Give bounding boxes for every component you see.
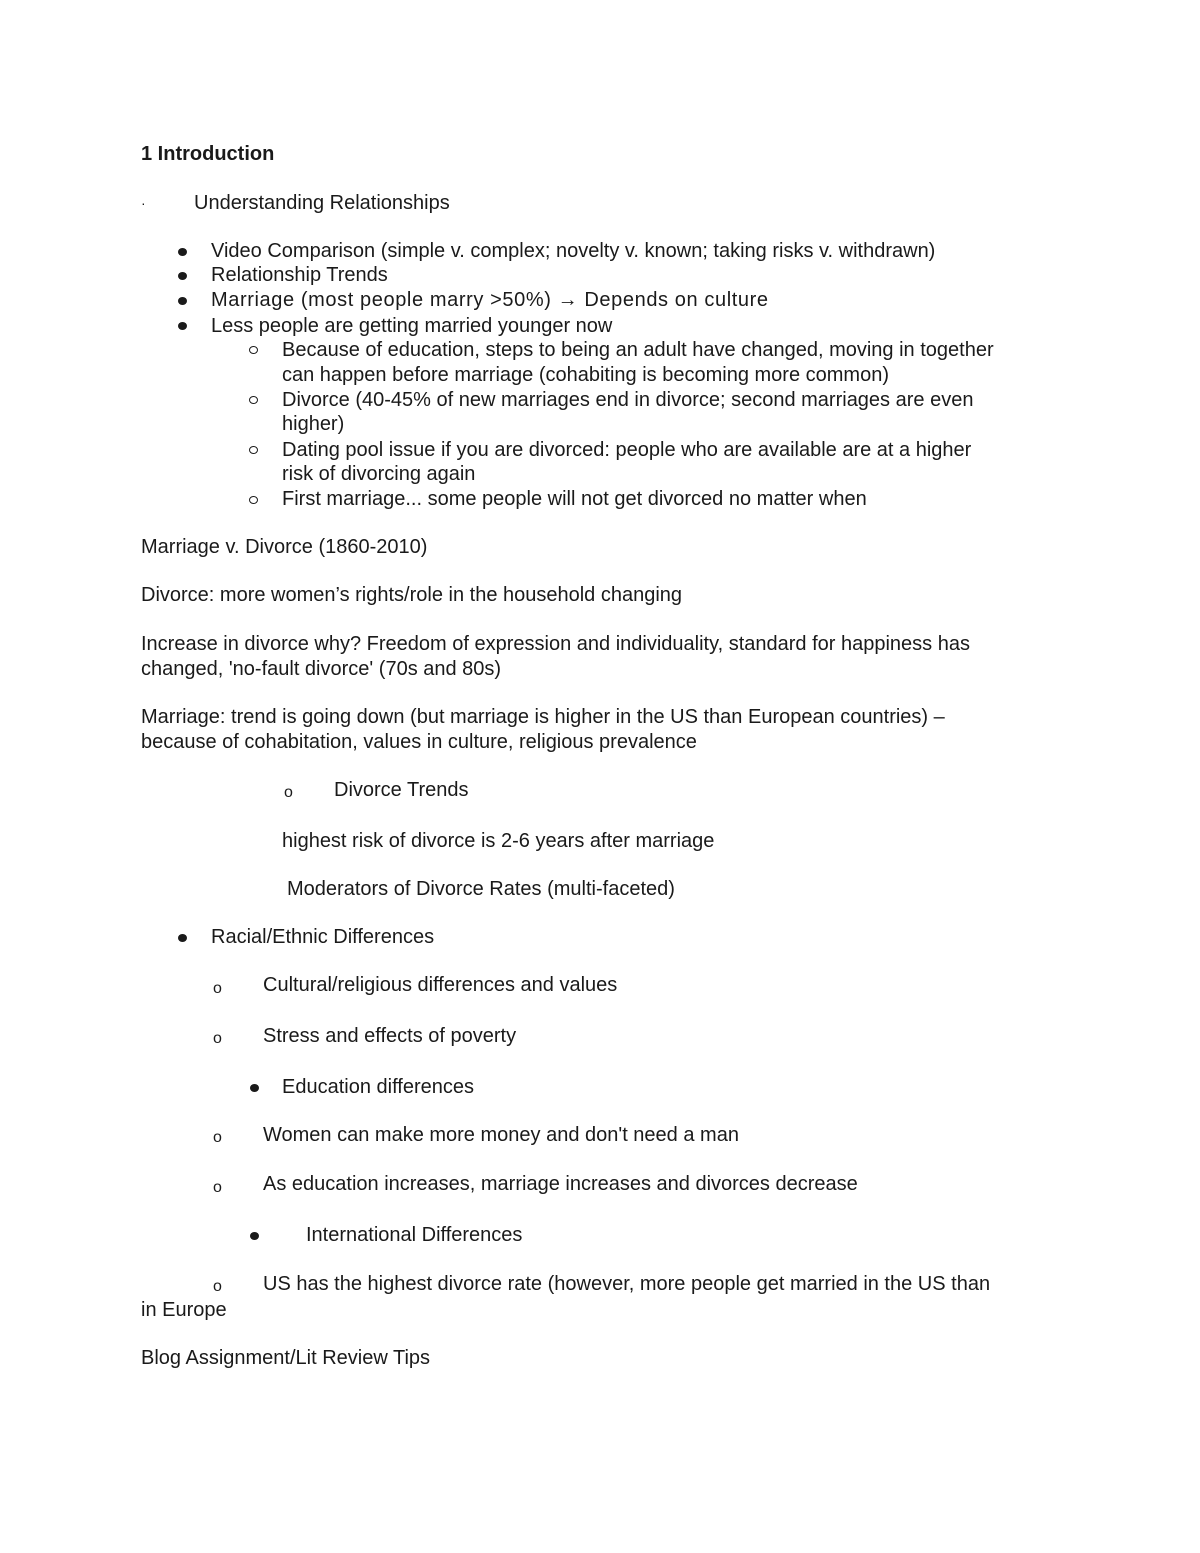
sub-item: Women can make more money and don't need a man: [263, 1124, 739, 1146]
sub-item: US has the highest divorce rate (however, more people get married in the US than: [263, 1273, 991, 1295]
o-marker: o: [284, 784, 293, 801]
bullet-icon: [178, 272, 187, 280]
paragraph: Moderators of Divorce Rates (multi-faceted): [287, 878, 675, 900]
bullet-icon: [178, 248, 187, 256]
bullet-item: Video Comparison (simple v. complex; novelty v. known; taking risks v. withdrawn): [211, 240, 936, 262]
bullet-item: Education differences: [282, 1076, 474, 1098]
sub-item: in Europe: [141, 1299, 227, 1321]
paragraph: Marriage: trend is going down (but marriage is higher in the US than European countries) –: [141, 706, 945, 728]
section-title: Understanding Relationships: [194, 192, 450, 214]
circle-bullet-icon: [249, 496, 258, 504]
bullet-item: Racial/Ethnic Differences: [211, 926, 435, 948]
bullet-icon: [178, 322, 187, 330]
sub-bullet-line: Because of education, steps to being an adult have changed, moving in together: [282, 339, 994, 361]
sub-item: Cultural/religious differences and values: [263, 974, 618, 996]
sub-item: As education increases, marriage increases and divorces decrease: [263, 1173, 858, 1195]
heading: 1 Introduction: [141, 143, 275, 165]
paragraph: Divorce: more women’s rights/role in the household changing: [141, 584, 683, 606]
paragraph: Marriage v. Divorce (1860-2010): [141, 536, 428, 558]
sub-bullet-line: risk of divorcing again: [282, 463, 476, 485]
bullet-item: Marriage (most people marry >50%) → Depends on culture: [211, 289, 769, 311]
paragraph: Blog Assignment/Lit Review Tips: [141, 1347, 431, 1369]
o-marker: o: [213, 1030, 222, 1047]
bullet-icon: [250, 1084, 259, 1092]
bullet-item: International Differences: [306, 1224, 523, 1246]
o-marker: o: [213, 1179, 222, 1196]
bullet-icon: [178, 934, 187, 942]
circle-bullet-icon: [249, 396, 258, 404]
o-marker: o: [213, 1278, 222, 1295]
paragraph: highest risk of divorce is 2-6 years after marriage: [282, 830, 715, 852]
bullet-item: Relationship Trends: [211, 264, 388, 286]
circle-bullet-icon: [249, 346, 258, 354]
bullet-item: Less people are getting married younger now: [211, 315, 613, 337]
paragraph: Increase in divorce why? Freedom of expression and individuality, standard for happiness has: [141, 633, 970, 655]
sub-bullet-line: Dating pool issue if you are divorced: people who are available are at a higher: [282, 439, 972, 461]
paragraph: changed, 'no-fault divorce' (70s and 80s): [141, 658, 502, 680]
sub-item: Stress and effects of poverty: [263, 1025, 517, 1047]
bullet-icon: [178, 297, 187, 305]
o-marker: o: [213, 980, 222, 997]
sub-bullet-line: can happen before marriage (cohabiting is becoming more common): [282, 364, 889, 386]
o-marker: o: [213, 1129, 222, 1146]
paragraph: because of cohabitation, values in culture, religious prevalence: [141, 731, 697, 753]
sub-bullet-line: higher): [282, 413, 345, 435]
section-marker: ·: [141, 195, 146, 211]
circle-bullet-icon: [249, 446, 258, 454]
bullet-icon: [250, 1232, 259, 1240]
sub-bullet-line: Divorce (40-45% of new marriages end in divorce; second marriages are even: [282, 389, 974, 411]
divorce-trends-title: Divorce Trends: [334, 779, 469, 801]
sub-bullet-line: First marriage... some people will not get divorced no matter when: [282, 488, 867, 510]
